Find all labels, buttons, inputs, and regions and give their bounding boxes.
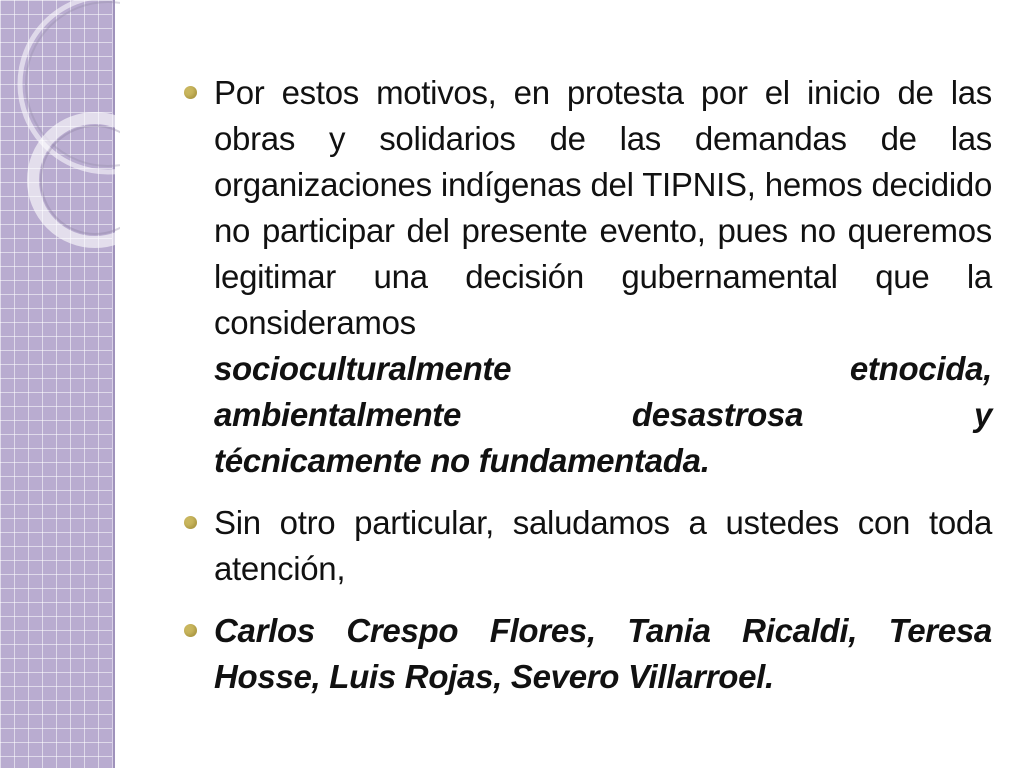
bullet-1-emphasis-line-1: socioculturalmente etnocida, [214, 350, 992, 387]
bullet-2-text: Sin otro particular, saludamos a ustedes con toda atención, [214, 504, 992, 587]
bullet-1-emphasis-line-3: técnicamente no fundamentada. [214, 442, 710, 479]
decorative-rings-icon [0, 0, 120, 260]
bullet-dot-icon [184, 86, 197, 99]
bullet-1-emphasis-line-2: ambientalmente desastrosa y [214, 396, 992, 433]
bullet-item-3 [182, 608, 992, 700]
bullet-dot-icon [184, 624, 197, 637]
bullet-3-signatories: Carlos Crespo Flores, Tania Ricaldi, Teresa Hosse, Luis Rojas, Severo Villarroel. [214, 612, 992, 695]
slide-content [182, 70, 992, 716]
bullet-1-plain-text: Por estos motivos, en protesta por el inicio de las obras y solidarios de las demandas de las organizaciones indígenas del TIPNIS, hemos decidido no participar del presente evento, pues no queremos legitimar una decisión gubernamental que la consideramos [214, 74, 992, 341]
bullet-item-2 [182, 500, 992, 592]
bullet-item-1 [182, 70, 992, 484]
bullet-dot-icon [184, 516, 197, 529]
